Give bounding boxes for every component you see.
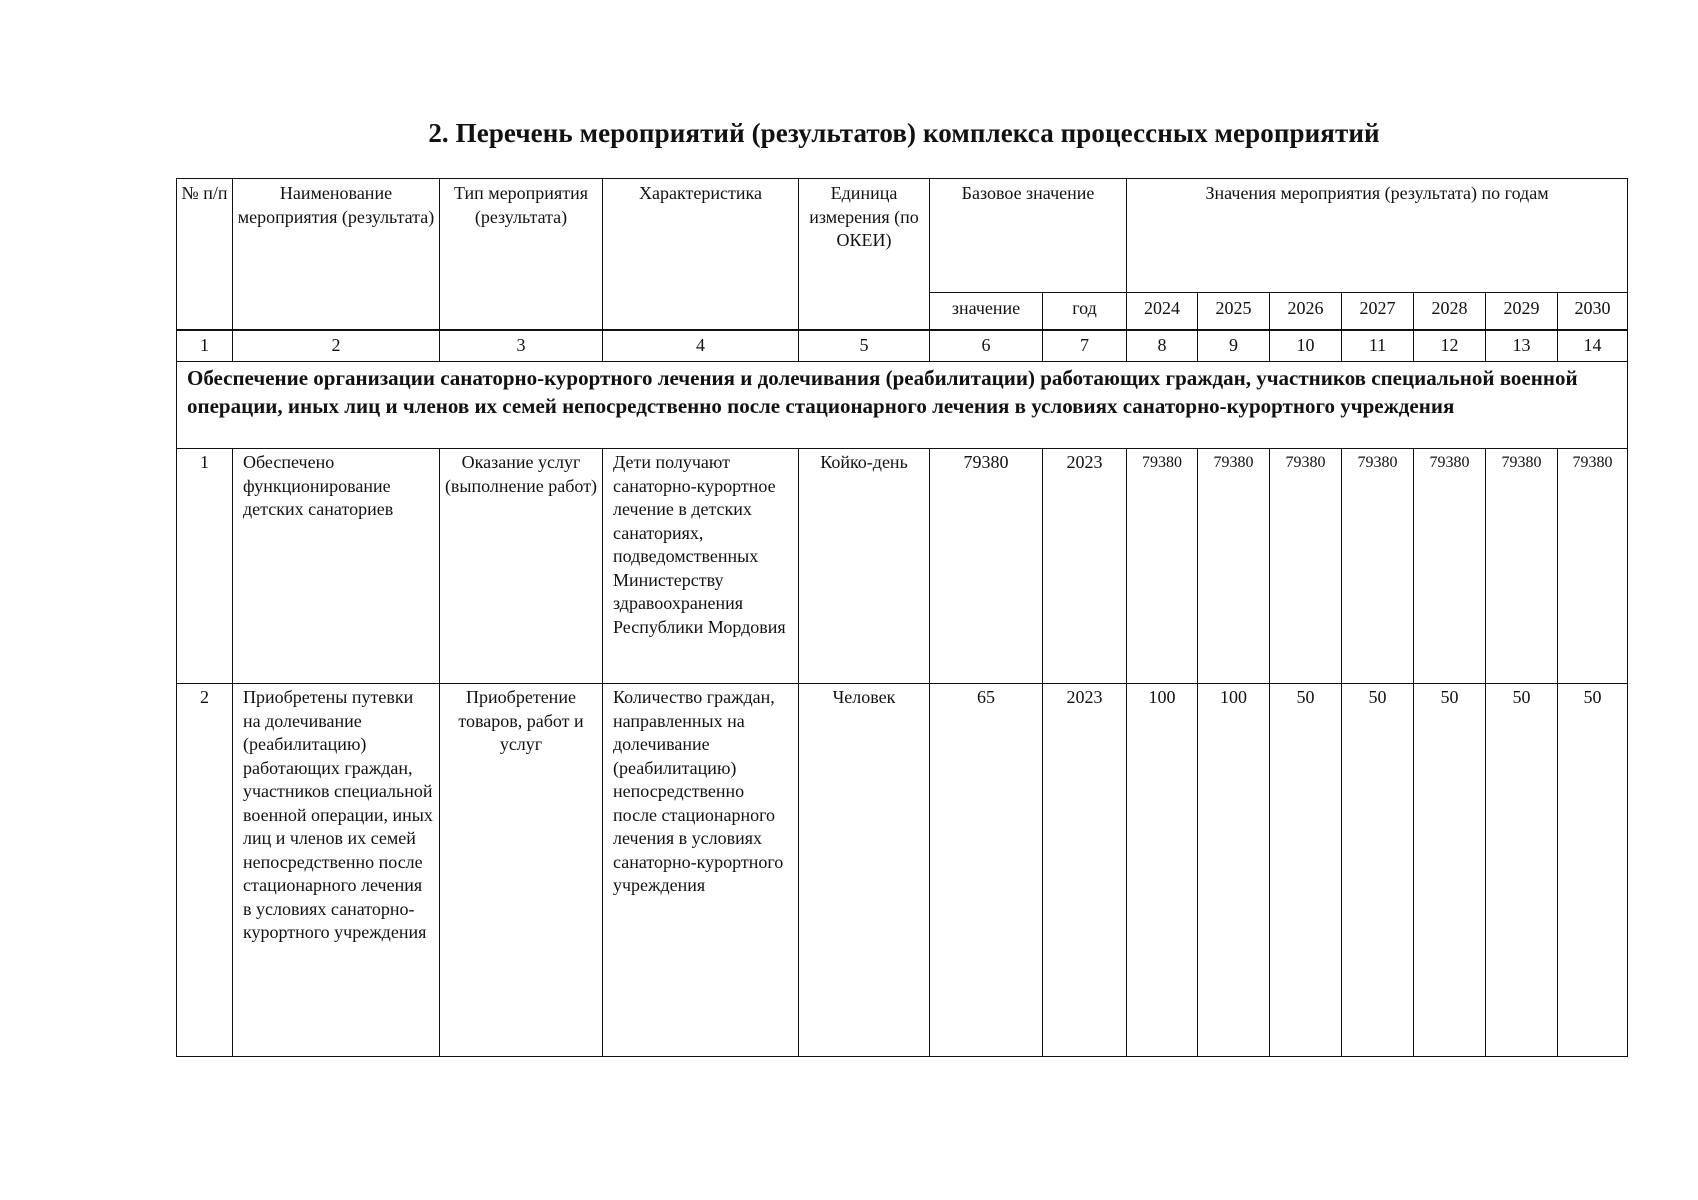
column-number: 3	[440, 331, 603, 362]
row-year-value: 79380	[1127, 449, 1198, 684]
row-year-value: 79380	[1342, 449, 1414, 684]
row-year-value: 79380	[1198, 449, 1270, 684]
column-number: 10	[1270, 331, 1342, 362]
row-year-value: 50	[1342, 684, 1414, 1057]
column-number-row	[177, 331, 1628, 362]
header-year: 2025	[1198, 293, 1270, 330]
column-number: 11	[1342, 331, 1414, 362]
row-num: 1	[177, 449, 233, 684]
row-name: Обеспечено функционирование детских санаториев	[233, 449, 440, 684]
table-row	[177, 684, 1628, 1057]
column-number: 5	[799, 331, 930, 362]
row-year-value: 50	[1270, 684, 1342, 1057]
header-values-by-year: Значения мероприятия (результата) по годам	[1127, 179, 1628, 293]
table-row	[177, 449, 1628, 684]
page-title: 2. Перечень мероприятий (результатов) комплекса процессных мероприятий	[428, 118, 1380, 148]
row-type: Приобретение товаров, работ и услуг	[440, 684, 603, 1057]
header-year: 2027	[1342, 293, 1414, 330]
table-header	[176, 178, 1628, 330]
row-unit: Человек	[799, 684, 930, 1057]
row-num: 2	[177, 684, 233, 1057]
header-base: Базовое значение	[930, 179, 1127, 293]
header-year: 2030	[1558, 293, 1628, 330]
row-characteristic: Дети получают санаторно-курортное лечение в детских санаториях, подведомственных Министерству здравоохранения Республики Мордовия	[603, 449, 799, 684]
header-year: 2024	[1127, 293, 1198, 330]
column-number: 14	[1558, 331, 1628, 362]
row-year-value: 50	[1558, 684, 1628, 1057]
header-name: Наименование мероприятия (результата)	[233, 179, 440, 330]
header-year: 2028	[1414, 293, 1486, 330]
section-row	[177, 362, 1628, 449]
row-type: Оказание услуг (выполнение работ)	[440, 449, 603, 684]
column-number: 8	[1127, 331, 1198, 362]
row-year-value: 79380	[1270, 449, 1342, 684]
row-characteristic: Количество граждан, направленных на долечивание (реабилитацию) непосредственно после стационарного лечения в условиях санаторно-курортного учреждения	[603, 684, 799, 1057]
header-num: № п/п	[177, 179, 233, 330]
column-number: 1	[177, 331, 233, 362]
section-title: Обеспечение организации санаторно-курортного лечения и долечивания (реабилитации) работающих граждан, участников специальной военной операции, иных лиц и членов их семей непосредственно после стационарного лечения в условиях санаторно-курортного учреждения	[177, 362, 1628, 449]
row-year-value: 79380	[1558, 449, 1628, 684]
header-year: 2029	[1486, 293, 1558, 330]
column-number: 2	[233, 331, 440, 362]
header-characteristic: Характеристика	[603, 179, 799, 330]
header-unit: Единица измерения (по ОКЕИ)	[799, 179, 930, 330]
row-year-value: 100	[1127, 684, 1198, 1057]
row-unit: Койко-день	[799, 449, 930, 684]
row-base-year: 2023	[1043, 684, 1127, 1057]
row-year-value: 79380	[1414, 449, 1486, 684]
header-type: Тип мероприятия (результата)	[440, 179, 603, 330]
table-body	[176, 330, 1628, 1057]
column-number: 12	[1414, 331, 1486, 362]
row-base-value: 65	[930, 684, 1043, 1057]
row-year-value: 50	[1414, 684, 1486, 1057]
row-year-value: 79380	[1486, 449, 1558, 684]
column-number: 9	[1198, 331, 1270, 362]
column-number: 6	[930, 331, 1043, 362]
header-base-year: год	[1043, 293, 1127, 330]
row-name: Приобретены путевки на долечивание (реабилитацию) работающих граждан, участников специальной военной операции, иных лиц и членов их семей непосредственно после стационарного лечения в условиях санаторно-курортного учреждения	[233, 684, 440, 1057]
header-year: 2026	[1270, 293, 1342, 330]
column-number: 7	[1043, 331, 1127, 362]
row-base-year: 2023	[1043, 449, 1127, 684]
header-base-value: значение	[930, 293, 1043, 330]
column-number: 4	[603, 331, 799, 362]
row-year-value: 100	[1198, 684, 1270, 1057]
column-number: 13	[1486, 331, 1558, 362]
row-year-value: 50	[1486, 684, 1558, 1057]
row-base-value: 79380	[930, 449, 1043, 684]
